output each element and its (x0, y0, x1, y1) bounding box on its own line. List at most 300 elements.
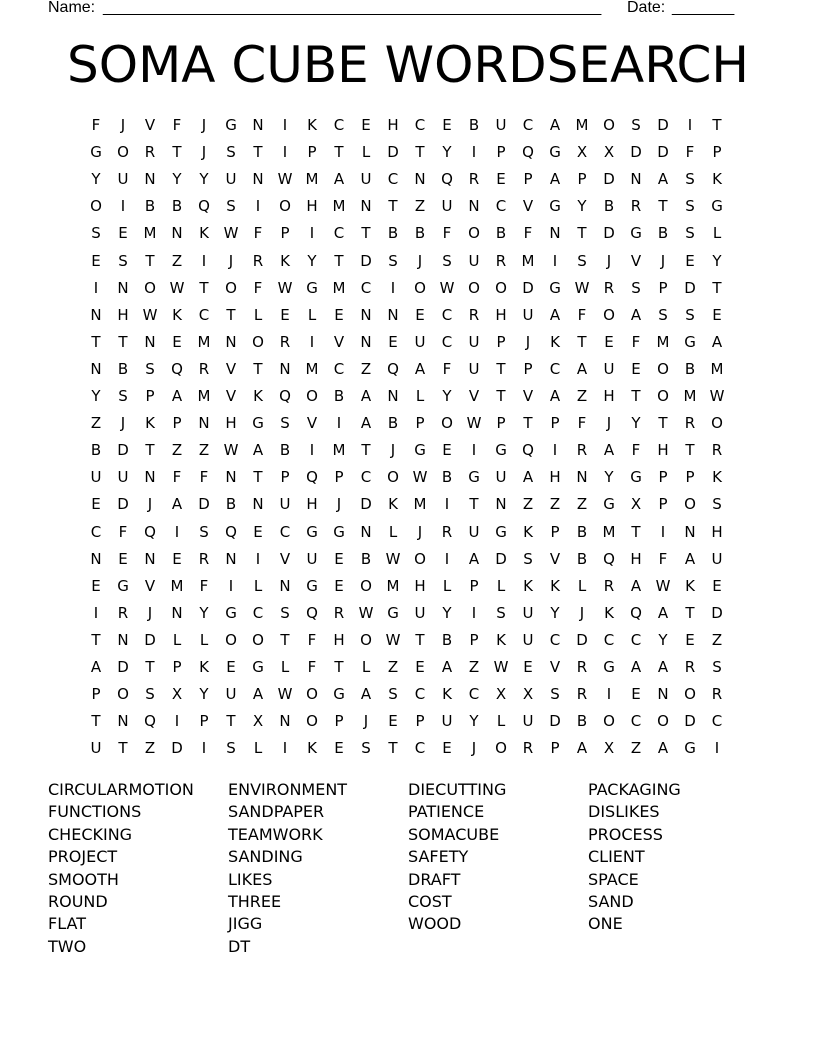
grid-letter: M (575, 116, 589, 134)
grid-letter: Q (441, 170, 453, 189)
word-list-item: COST (408, 891, 452, 911)
grid-letter: J (390, 441, 396, 460)
grid-letter: A (90, 658, 102, 676)
grid-letter: D (657, 116, 669, 134)
grid-letter: F (442, 224, 452, 243)
grid-letter: R (603, 576, 615, 595)
grid-letter: P (496, 143, 506, 162)
grid-letter: S (388, 685, 398, 704)
word-list-item: TEAMWORK (228, 824, 323, 844)
word-list-item: FLAT (48, 914, 86, 934)
grid-letter: K (442, 685, 452, 704)
grid-letter: N (684, 522, 696, 541)
grid-letter: J (606, 251, 612, 270)
grid-letter: Z (90, 414, 102, 433)
grid-letter: X (630, 495, 642, 514)
grid-letter: U (468, 332, 480, 351)
grid-letter: A (171, 495, 183, 514)
grid-letter: O (657, 712, 669, 731)
grid-letter: C (468, 685, 480, 704)
grid-letter: S (496, 603, 506, 622)
grid-letter: G (90, 143, 102, 162)
grid-letter: P (172, 658, 182, 676)
grid-letter: E (253, 522, 263, 541)
grid-letter: P (280, 224, 290, 243)
grid-letter: O (252, 332, 264, 351)
grid-letter: B (144, 197, 156, 216)
grid-letter: R (441, 522, 453, 541)
grid-letter: W (223, 224, 239, 243)
grid-letter: L (253, 739, 263, 758)
grid-letter: I (201, 251, 207, 270)
grid-letter: U (117, 468, 129, 487)
grid-letter: J (147, 495, 153, 514)
grid-letter: H (306, 197, 318, 216)
grid-letter: B (117, 359, 129, 378)
grid-letter: K (550, 332, 560, 351)
grid-letter: K (145, 414, 155, 433)
grid-letter: T (253, 468, 263, 487)
grid-letter: Z (360, 359, 372, 378)
grid-letter: K (199, 224, 209, 243)
grid-letter: E (496, 170, 506, 189)
grid-letter: B (576, 522, 588, 541)
grid-letter: H (603, 387, 615, 405)
grid-letter: K (550, 576, 560, 595)
grid-letter: N (117, 712, 129, 731)
grid-letter: U (468, 522, 480, 541)
grid-letter: W (277, 278, 293, 297)
grid-letter: W (493, 658, 509, 676)
grid-letter: A (657, 170, 669, 189)
grid-letter: N (414, 170, 426, 189)
grid-letter: R (711, 685, 723, 704)
grid-letter: V (333, 332, 345, 351)
grid-letter: B (576, 712, 588, 731)
grid-letter: G (252, 658, 264, 676)
grid-letter: F (523, 224, 533, 243)
grid-letter: T (577, 224, 587, 243)
grid-letter: M (197, 332, 211, 351)
grid-letter: C (279, 522, 291, 541)
grid-letter: O (603, 712, 615, 731)
grid-letter: S (658, 305, 668, 324)
grid-letter: N (144, 468, 156, 487)
grid-letter: V (549, 549, 561, 568)
grid-letter: E (685, 630, 695, 649)
grid-letter: H (630, 549, 642, 568)
grid-letter: M (521, 251, 535, 270)
grid-letter: B (225, 495, 237, 514)
grid-letter: S (712, 495, 722, 514)
grid-letter: T (496, 359, 506, 378)
grid-letter: S (577, 251, 587, 270)
grid-letter: T (280, 630, 290, 649)
grid-letter: G (630, 224, 642, 243)
grid-letter: M (305, 359, 319, 378)
grid-letter: D (495, 549, 507, 568)
grid-letter: I (93, 603, 99, 622)
grid-letter: A (630, 305, 642, 324)
grid-letter: A (171, 387, 183, 405)
grid-letter: C (360, 468, 372, 487)
grid-letter: F (577, 414, 587, 433)
grid-letter: M (413, 495, 427, 514)
grid-letter: Z (144, 739, 156, 758)
grid-letter: C (360, 278, 372, 297)
grid-letter: I (228, 576, 234, 595)
grid-letter: B (441, 630, 453, 649)
grid-letter: U (90, 739, 102, 758)
grid-letter: C (549, 359, 561, 378)
grid-letter: X (252, 712, 264, 731)
grid-letter: P (91, 685, 101, 704)
grid-letter: O (90, 197, 102, 216)
grid-letter: U (522, 630, 534, 649)
grid-letter: R (630, 197, 642, 216)
grid-letter: E (226, 658, 236, 676)
grid-letter: C (630, 712, 642, 731)
grid-letter: Y (631, 414, 641, 433)
grid-letter: Q (630, 603, 642, 622)
grid-letter: V (144, 116, 156, 134)
grid-letter: G (306, 576, 318, 595)
grid-letter: C (711, 712, 723, 731)
grid-letter: S (280, 603, 290, 622)
grid-letter: A (360, 387, 372, 405)
grid-letter: Y (712, 251, 722, 270)
grid-letter: T (91, 712, 101, 731)
word-list-item: SAFETY (408, 847, 469, 867)
grid-letter: N (360, 522, 372, 541)
grid-letter: T (415, 630, 425, 649)
grid-letter: S (91, 224, 101, 243)
grid-letter: F (658, 549, 668, 568)
grid-letter: F (253, 224, 263, 243)
grid-letter: N (144, 549, 156, 568)
grid-letter: F (631, 441, 641, 460)
grid-letter: E (91, 495, 101, 514)
grid-letter: R (522, 739, 534, 758)
grid-letter: C (414, 739, 426, 758)
grid-letter: B (279, 441, 291, 460)
grid-letter: P (523, 359, 533, 378)
grid-letter: L (307, 305, 317, 324)
grid-letter: W (277, 170, 293, 189)
grid-letter: S (685, 170, 695, 189)
word-list-item: CIRCULARMOTION (48, 780, 194, 799)
grid-letter: F (577, 305, 587, 324)
grid-letter: S (280, 414, 290, 433)
grid-letter: E (334, 576, 344, 595)
grid-letter: Y (442, 603, 452, 622)
word-list-item: TWO (48, 936, 87, 956)
grid-letter: S (442, 251, 452, 270)
grid-letter: T (685, 441, 695, 460)
grid-letter: O (495, 739, 507, 758)
grid-letter: T (226, 305, 236, 324)
grid-letter: P (658, 278, 668, 297)
grid-letter: Z (414, 197, 426, 216)
grid-letter: C (522, 116, 534, 134)
grid-letter: E (118, 224, 128, 243)
grid-letter: S (685, 197, 695, 216)
grid-letter: F (307, 658, 317, 676)
grid-letter: O (495, 278, 507, 297)
grid-letter: E (604, 332, 614, 351)
grid-letter: S (145, 685, 155, 704)
grid-letter: T (658, 197, 668, 216)
grid-letter: T (145, 251, 155, 270)
grid-letter: T (658, 414, 668, 433)
grid-letter: O (306, 685, 318, 704)
grid-letter: L (442, 576, 452, 595)
grid-letter: J (417, 251, 423, 270)
grid-letter: T (361, 441, 371, 460)
word-list-column (408, 779, 583, 936)
grid-letter: N (252, 495, 264, 514)
grid-letter: J (525, 332, 531, 351)
grid-letter: J (363, 712, 369, 731)
grid-letter: X (495, 685, 507, 704)
grid-letter: T (712, 116, 722, 134)
grid-letter: Z (549, 495, 561, 514)
grid-letter: Z (522, 495, 534, 514)
grid-letter: T (253, 143, 263, 162)
grid-letter: N (468, 197, 480, 216)
grid-letter: D (117, 495, 129, 514)
grid-letter: Y (658, 630, 668, 649)
grid-letter: L (712, 224, 722, 243)
grid-letter: F (253, 278, 263, 297)
grid-letter: V (306, 414, 318, 433)
grid-letter: F (631, 332, 641, 351)
grid-letter: T (118, 332, 128, 351)
grid-letter: N (252, 170, 264, 189)
grid-letter: J (579, 603, 585, 622)
grid-letter: Z (711, 630, 723, 649)
grid-letter: A (684, 549, 696, 568)
grid-letter: Y (307, 251, 317, 270)
grid-letter: D (576, 630, 588, 649)
grid-letter: B (684, 359, 696, 378)
grid-letter: E (91, 251, 101, 270)
grid-letter: A (549, 116, 561, 134)
grid-letter: D (657, 143, 669, 162)
grid-letter: I (309, 441, 315, 460)
grid-letter: R (495, 251, 507, 270)
grid-letter: U (522, 712, 534, 731)
grid-letter: F (199, 468, 209, 487)
grid-letter: N (225, 549, 237, 568)
grid-letter: W (358, 603, 374, 622)
grid-letter: L (253, 576, 263, 595)
grid-letter: K (523, 522, 533, 541)
grid-letter: G (549, 278, 561, 297)
grid-letter: A (549, 305, 561, 324)
grid-letter: Q (522, 143, 534, 162)
word-list-item: THREE (228, 891, 282, 911)
grid-letter: W (385, 630, 401, 649)
grid-letter: U (414, 332, 426, 351)
grid-letter: I (390, 278, 396, 297)
word-list-item: CLIENT (588, 847, 645, 867)
grid-letter: G (225, 116, 237, 134)
grid-letter: C (387, 170, 399, 189)
grid-letter: V (522, 197, 534, 216)
grid-letter: V (225, 387, 237, 405)
grid-letter: Y (91, 387, 101, 405)
grid-letter: P (280, 468, 290, 487)
grid-letter: R (252, 251, 264, 270)
grid-letter: X (522, 685, 534, 704)
grid-letter: N (144, 170, 156, 189)
grid-letter: O (441, 414, 453, 433)
grid-letter: D (144, 630, 156, 649)
grid-letter: Z (630, 739, 642, 758)
grid-letter: O (225, 630, 237, 649)
grid-letter: T (631, 387, 641, 405)
grid-letter: Q (522, 441, 534, 460)
grid-letter: T (334, 658, 344, 676)
grid-letter: B (90, 441, 102, 460)
grid-letter: E (388, 332, 398, 351)
grid-letter: I (471, 441, 477, 460)
word-list-item: DISLIKES (588, 802, 660, 822)
word-list-item: SOMACUBE (408, 824, 500, 844)
grid-letter: N (360, 305, 372, 324)
grid-letter: T (334, 251, 344, 270)
grid-letter: U (468, 359, 480, 378)
grid-letter: I (282, 116, 288, 134)
grid-letter: W (466, 414, 482, 433)
grid-letter: O (468, 224, 480, 243)
grid-letter: W (574, 278, 590, 297)
grid-letter: Q (171, 359, 183, 378)
grid-letter: O (306, 387, 318, 405)
grid-letter: O (360, 576, 372, 595)
grid-letter: S (550, 685, 560, 704)
grid-letter: E (118, 549, 128, 568)
grid-letter: O (684, 685, 696, 704)
grid-letter: I (282, 143, 288, 162)
grid-letter: E (442, 441, 452, 460)
grid-letter: K (253, 387, 263, 405)
grid-letter: E (172, 332, 182, 351)
grid-letter: H (711, 522, 723, 541)
grid-letter: F (172, 468, 182, 487)
grid-letter: N (576, 468, 588, 487)
grid-letter: L (172, 630, 182, 649)
grid-letter: B (414, 224, 426, 243)
grid-letter: G (603, 658, 615, 676)
grid-letter: A (576, 739, 588, 758)
grid-letter: N (225, 332, 237, 351)
grid-letter: E (334, 549, 344, 568)
grid-letter: E (280, 305, 290, 324)
grid-letter: P (172, 414, 182, 433)
grid-letter: Z (171, 251, 183, 270)
grid-letter: Y (442, 387, 452, 405)
grid-letter: Q (279, 387, 291, 405)
grid-letter: O (711, 414, 723, 433)
grid-letter: O (225, 278, 237, 297)
grid-letter: L (253, 305, 263, 324)
grid-letter: J (201, 116, 207, 134)
grid-letter: M (332, 441, 346, 460)
grid-letter: I (174, 712, 180, 731)
grid-letter: G (711, 197, 723, 216)
word-list-item: PROJECT (48, 847, 118, 867)
grid-letter: P (145, 387, 155, 405)
grid-letter: B (333, 387, 345, 405)
grid-letter: N (360, 332, 372, 351)
grid-letter: V (522, 387, 534, 405)
grid-letter: M (332, 278, 346, 297)
grid-letter: U (441, 712, 453, 731)
grid-letter: A (252, 685, 264, 704)
grid-letter: T (361, 224, 371, 243)
grid-letter: R (684, 658, 696, 676)
grid-letter: P (334, 468, 344, 487)
grid-letter: G (630, 468, 642, 487)
grid-letter: E (685, 251, 695, 270)
grid-letter: O (117, 685, 129, 704)
grid-letter: S (631, 116, 641, 134)
grid-letter: N (117, 278, 129, 297)
grid-letter: E (523, 658, 533, 676)
grid-letter: B (495, 224, 507, 243)
grid-letter: R (576, 685, 588, 704)
grid-letter: K (172, 305, 182, 324)
grid-letter: G (333, 522, 345, 541)
grid-letter: T (145, 441, 155, 460)
grid-letter: R (198, 549, 210, 568)
grid-letter: A (468, 549, 480, 568)
grid-letter: M (305, 170, 319, 189)
grid-letter: E (631, 359, 641, 378)
grid-letter: K (496, 630, 506, 649)
grid-letter: U (90, 468, 102, 487)
grid-letter: W (142, 305, 158, 324)
grid-letter: R (468, 305, 480, 324)
grid-letter: N (225, 468, 237, 487)
grid-letter: V (144, 576, 156, 595)
grid-letter: T (469, 495, 479, 514)
grid-letter: I (444, 495, 450, 514)
name-label: Name: (48, 0, 96, 16)
grid-letter: G (603, 495, 615, 514)
grid-letter: G (387, 603, 399, 622)
grid-letter: P (496, 414, 506, 433)
grid-letter: V (279, 549, 291, 568)
grid-letter: L (415, 387, 425, 405)
word-list-item: PROCESS (588, 824, 663, 844)
grid-letter: O (657, 359, 669, 378)
grid-letter: D (360, 495, 372, 514)
word-list-item: DIECUTTING (408, 780, 507, 799)
grid-letter: D (603, 224, 615, 243)
grid-letter: G (306, 278, 318, 297)
grid-letter: T (199, 278, 209, 297)
grid-letter: T (712, 278, 722, 297)
grid-letter: M (656, 332, 670, 351)
grid-letter: N (171, 224, 183, 243)
grid-letter: G (495, 522, 507, 541)
grid-letter: N (144, 332, 156, 351)
grid-letter: N (198, 414, 210, 433)
grid-letter: Y (604, 468, 614, 487)
